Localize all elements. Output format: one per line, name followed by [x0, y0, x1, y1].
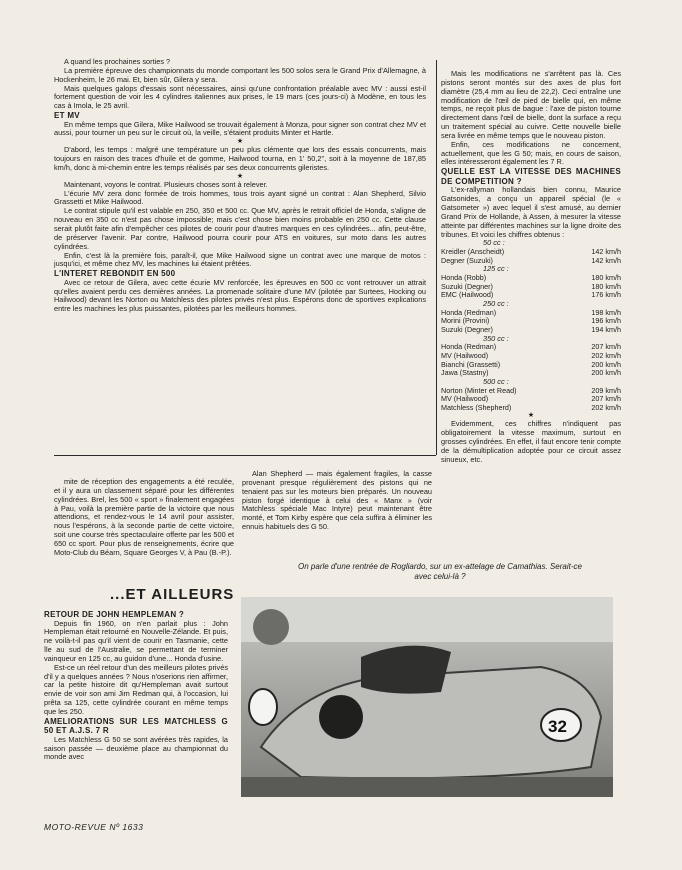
speed-cell: 194 km/h — [591, 325, 621, 335]
speed-category: 50 cc : — [483, 238, 505, 248]
speed-cell: 202 km/h — [591, 402, 621, 412]
paragraph: Mais les modifications ne s'arrêtent pas là. Ces pistons seront montés sur des axes de plus fort diamètre (25,4 mm au lieu de 22,2). Ceci entraîne une modification de l'œil de pied de bielle qui, en même temps, ne reçoit plus de bague : l'axe de piston tourne directement dans l'œil de bielle, dont la surface a reçu un traitement spécial au cuivre. Cette nouvelle bielle sera livrée en même temps que le nouveau piston. — [441, 69, 621, 140]
speed-cell: 202 km/h — [591, 351, 621, 361]
speed-cell: 180 km/h — [591, 281, 621, 291]
bottom-left-column — [44, 610, 228, 762]
speed-cell: 142 km/h — [591, 247, 621, 257]
page-footer: MOTO-REVUE Nº 1633 — [44, 822, 144, 832]
speed-category: 125 cc : — [483, 264, 509, 274]
rider-cell: Bianchi (Grassetti) — [441, 359, 501, 369]
right-top-column — [441, 70, 621, 465]
column-divider — [436, 60, 437, 455]
speed-cell: 207 km/h — [591, 394, 621, 404]
paragraph: Depuis fin 1960, on n'en parlait plus : John Hempleman était retourné en Nouvelle-Zélande. Et puis, ne voilà-t-il pas qu'il vient de courir en Tasmanie, cette île au sud de l'Australie, se permettant de terminer vainqueur en 125 cc, au guidon d'une... Honda d'usine. — [44, 618, 228, 663]
paragraph: Alan Shepherd — mais également fragiles, la casse provenant presque régulièrement des pistons qui ne tenaient pas sur les moteurs bien préparés. Un nouveau piston forgé identique à celui des « Manx » (voir Matchless spéciale Mac Intyre) peut maintenant être monté, et Tom Kirby espère que cela suffira à éliminer les ennuis habituels des G 50. — [242, 469, 432, 532]
rider-cell: Kreidler (Anscheidt) — [441, 247, 505, 257]
star-separator: ★ — [236, 172, 244, 180]
sidecar-photo-illustration — [241, 597, 613, 797]
paragraph: Est-ce un réel retour d'un des meilleurs pilotes privés d'il y a quelques années ? Nous n'oserions rien affirmer, car la petite histoire dit qu'Hempleman avait surtout envie de voir son ami Jim Redman qui, à l'occasion, lui prêta sa 125, cette cylindrée courant en même temps que les 250. — [44, 662, 228, 716]
speed-tables — [441, 239, 621, 412]
rider-cell: Suzuki (Degner) — [441, 325, 493, 335]
left-top-column — [54, 58, 426, 314]
middle-center-column — [242, 470, 432, 532]
table-row — [441, 291, 621, 300]
paragraph: Maintenant, voyons le contrat. Plusieurs choses sont à relever. — [64, 179, 268, 189]
speed-category: 250 cc : — [483, 299, 509, 308]
speed-cell: 142 km/h — [591, 255, 621, 265]
speed-category: 500 cc : — [483, 376, 509, 386]
speed-cell: 200 km/h — [591, 359, 621, 369]
table-row — [441, 369, 621, 378]
speed-table — [441, 343, 621, 377]
paragraph: Enfin, c'est là la première fois, paraît-il, que Mike Hailwood signe un contrat avec une marque de motos : jusqu'ici, et même chez MV, les machines lui étaient prêtées. — [54, 250, 426, 269]
speed-cell: 180 km/h — [591, 273, 621, 283]
paragraph: Enfin, ces modifications ne concernent, actuellement, que les G 50; mais, en cours de saison, elles intéresseront également les 7 R. — [441, 139, 621, 167]
paragraph: A quand les prochaines sorties ? — [64, 57, 171, 66]
speed-category: 350 cc : — [483, 333, 509, 343]
section-heading-interet: L'INTERET REBONDIT EN 500 — [54, 269, 176, 279]
paragraph: mite de réception des engagements a été reculée, et il y aura un classement séparé pour les différentes cylindrées. Brel, les 500 « sport » finalement engagées à Pau, voilà la première partie de la victoire que nous attendions, et rendez-vous le 14 avril pour assister, nous l'espérons, à la seconde partie de cette victoire, soit une course très spectaculaire offerte par les 500 et 650 cc sport. Pour plus de renseignements, écrire que Moto-Club du Béarn, Square Georges V, à Pau (B.-P.). — [54, 477, 234, 557]
speed-cell: 209 km/h — [591, 385, 621, 395]
photo-race-number: 32 — [548, 717, 567, 736]
paragraph: Les Matchless G 50 se sont avérées très rapides, la saison passée — deuxième place au championnat du monde avec — [44, 734, 228, 762]
paragraph: D'abord, les temps : malgré une température un peu plus clémente que lors des essais concurrents, mais toujours en raison des traces d'huile et de gomme, Hailwood tourna, en 1' 50,2", soit à la moyenne de 187,85 km/h, donc à mi-chemin entre les temps réalisés par ses deux concurrents gileristes. — [54, 145, 426, 172]
speed-table — [441, 309, 621, 335]
hempleman-heading: RETOUR DE JOHN HEMPLEMAN ? — [44, 610, 185, 619]
middle-left-column — [54, 478, 234, 558]
star-separator: ★ — [236, 138, 244, 146]
paragraph: Le contrat stipule qu'il est valable en 250, 350 et 500 cc. Que MV, après le retrait officiel de Honda, s'aligne de nouveau en 350 cc n'est pas chose impossible; mais c'est chose bien moins probable en 250 cc. Cette clause serait plutôt faite afin d'empêcher ces pilotes de courir pour d'autres marques en ces cylindrées... afin, peut-être, de préserver l'avenir. Par contre, Hailwood pourra courir pour ATS en voitures, sur moto dans les autres cylindrées. — [54, 206, 426, 251]
rider-cell: Norton (Minter et Read) — [441, 385, 517, 395]
paragraph: Mais quelques galops d'essais sont nécessaires, ainsi qu'une confrontation préalable avec MV : aussi est-il fortement question de voir les 4 cylindres italiennes aux prises, le 19 mars (ces jours-ci) à Modène, en tous les cas à Imola, le 25 avril. — [54, 83, 426, 111]
speed-table — [441, 387, 621, 413]
rider-cell: Degner (Suzuki) — [441, 255, 493, 265]
rider-cell: Morini (Provini) — [441, 316, 490, 326]
sidecar-photo — [241, 597, 613, 797]
rider-cell: MV (Hailwood) — [441, 351, 489, 361]
vitesse-heading: QUELLE EST LA VITESSE DES MACHINES DE COMPETITION ? — [441, 167, 621, 186]
speed-cell: 200 km/h — [591, 368, 621, 378]
rider-cell: Honda (Redman) — [441, 307, 497, 317]
paragraph: La première épreuve des championnats du monde comportant les 500 solos sera le Grand Prix d'Allemagne, à Hockenheim, le 26 mai. Et, bien sûr, Gilera y sera. — [54, 65, 426, 84]
ailleurs-title: ...ET AILLEURS — [110, 586, 235, 603]
ameliorations-heading: AMELIORATIONS SUR LES MATCHLESS G 50 ET A.J.S. 7 R — [44, 716, 228, 736]
rider-cell: Honda (Robb) — [441, 273, 487, 283]
speed-cell: 176 km/h — [591, 290, 621, 300]
rider-cell: MV (Hailwood) — [441, 394, 489, 404]
table-row — [441, 257, 621, 266]
paragraph: En même temps que Gilera, Mike Hailwood se trouvait également à Monza, pour signer son contrat chez MV et aussi, pour tourner un peu sur le circuit où, la veille, s'étaient produits Minter et Hartle. — [54, 119, 426, 138]
speed-cell: 198 km/h — [591, 307, 621, 317]
paragraph: Avec ce retour de Gilera, avec cette écurie MV renforcée, les épreuves en 500 cc vont retrouver un attrait qu'elles avaient perdu ces dernières années. La promenade solitaire d'une MV (pilotée par Surtees, Hocking ou Hailwood) devant les Norton ou Matchless des pilotes privés n'est plus. Espérons donc de sportives explications entre les machines les plus puissantes, pilotées par les meilleurs hommes. — [54, 277, 426, 314]
rider-cell: Jawa (Stastny) — [441, 368, 489, 378]
table-row — [441, 326, 621, 335]
rider-cell: Honda (Redman) — [441, 342, 497, 352]
rider-cell: Matchless (Shepherd) — [441, 402, 512, 412]
section-heading-mv: ET MV — [54, 111, 80, 121]
paragraph: L'écurie MV zera donc formée de trois hommes, tous trois ayant signé un contrat : Alan Shepherd, Silvio Grassetti et Mike Hailwood. — [54, 188, 426, 207]
speed-cell: 207 km/h — [591, 342, 621, 352]
speed-table — [441, 274, 621, 300]
paragraph: L'ex-rallyman hollandais bien connu, Maurice Gatsonides, a conçu un appareil spécial (le « Gatsometer ») avec lequel il s'est amusé, au dernier Grand Prix de Hollande, à Assen, à mesurer la vitesse atteinte par différentes machines sur la ligne droite des tribunes. Et voici les chiffres obtenus : — [441, 185, 621, 239]
speed-cell: 196 km/h — [591, 316, 621, 326]
speed-table — [441, 248, 621, 265]
photo-caption: On parle d'une rentrée de Rogliardo, sur un ex-attelage de Camathias. Serait-ce avec celui-là ? — [298, 562, 582, 581]
rider-cell: Suzuki (Degner) — [441, 281, 493, 291]
horizontal-divider — [54, 455, 436, 456]
rider-cell: EMC (Hailwood) — [441, 290, 494, 300]
star-separator: ★ — [527, 412, 535, 420]
paragraph: Evidemment, ces chiffres n'indiquent pas obligatoirement la vitesse maximum, surtout en grosses cylindrées. En effet, il faut encore tenir compte de la démultiplication adoptée pour ce circuit assez sinueux, etc. — [441, 419, 621, 464]
